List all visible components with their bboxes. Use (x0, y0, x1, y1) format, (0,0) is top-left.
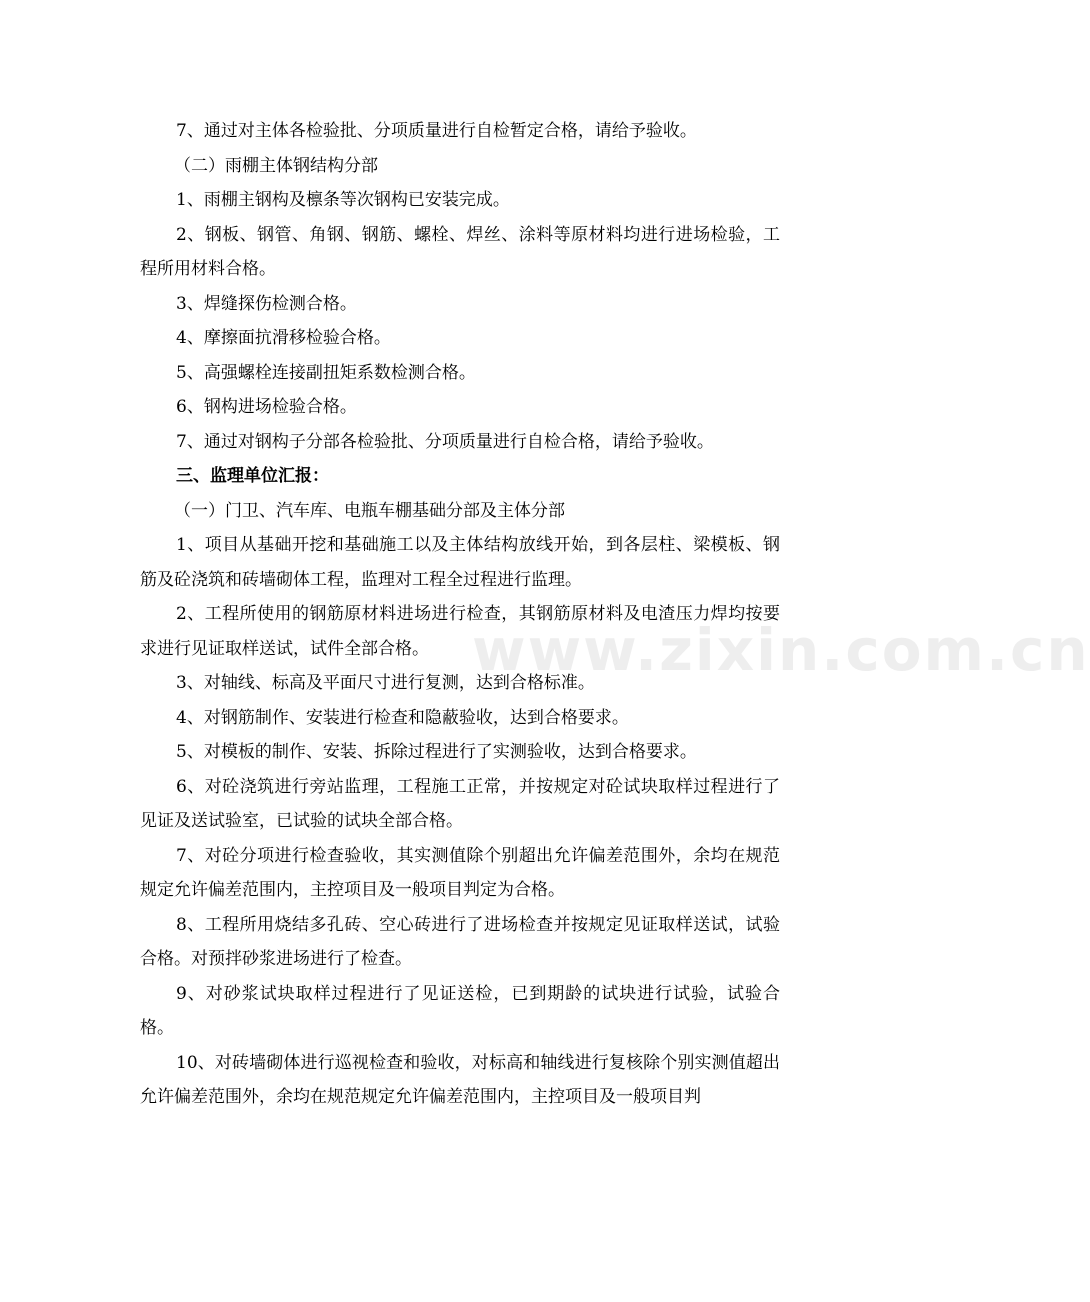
paragraph-13: 2、工程所使用的钢筋原材料进场进行检查，其钢筋原材料及电渣压力焊均按要求进行见证取样送试，试件全部合格。 (140, 604, 780, 659)
paragraph-20: 9、对砂浆试块取样过程进行了见证送检，已到期龄的试块进行试验，试验合格。 (140, 983, 780, 1038)
paragraph-21: 10、对砖墙砌体进行巡视检查和验收，对标高和轴线进行复核除个别实测值超出允许偏差范围外，余均在规范规定允许偏差范围内，主控项目及一般项目判 (140, 1052, 780, 1107)
watermark: www.zixin.com.cn (472, 616, 1090, 684)
paragraph-19: 8、工程所用烧结多孔砖、空心砖进行了进场检查并按规定见证取样送试，试验合格。对预拌砂浆进场进行了检查。 (140, 914, 780, 969)
paragraph-8: 6、钢构进场检验合格。 (176, 397, 357, 417)
paragraph-1: 7、通过对主体各检验批、分项质量进行自检暂定合格，请给予验收。 (176, 121, 697, 141)
paragraph-16: 5、对模板的制作、安装、拆除过程进行了实测验收，达到合格要求。 (176, 742, 697, 762)
paragraph-6: 4、摩擦面抗滑移检验合格。 (176, 328, 391, 348)
section-subheading-gatehouse: （一）门卫、汽车库、电瓶车棚基础分部及主体分部 (174, 500, 565, 521)
paragraph-17: 6、对砼浇筑进行旁站监理，工程施工正常，并按规定对砼试块取样过程进行了见证及送试验室，已试验的试块全部合格。 (140, 776, 780, 831)
paragraph-7: 5、高强螺栓连接副扭矩系数检测合格。 (176, 362, 476, 383)
paragraph-14: 3、对轴线、标高及平面尺寸进行复测，达到合格标准。 (176, 673, 595, 693)
paragraph-12: 1、项目从基础开挖和基础施工以及主体结构放线开始，到各层柱、梁模板、钢筋及砼浇筑和砖墙砌体工程，监理对工程全过程进行监理。 (140, 535, 780, 590)
paragraph-3: 1、雨棚主钢构及檩条等次钢构已安装完成。 (176, 190, 510, 210)
paragraph-18: 7、对砼分项进行检查验收，其实测值除个别超出允许偏差范围外，余均在规范规定允许偏差范围内，主控项目及一般项目判定为合格。 (140, 845, 780, 900)
document-body (140, 114, 780, 1115)
paragraph-4: 2、钢板、钢管、角钢、钢筋、螺栓、焊丝、涂料等原材料均进行进场检验，工程所用材料合格。 (140, 224, 780, 279)
paragraph-15: 4、对钢筋制作、安装进行检查和隐蔽验收，达到合格要求。 (176, 707, 629, 728)
paragraph-9: 7、通过对钢构子分部各检验批、分项质量进行自检合格，请给予验收。 (176, 431, 714, 452)
section-heading-supervision: 三、监理单位汇报： (176, 466, 329, 486)
section-subheading-steel: （二）雨棚主体钢结构分部 (174, 155, 378, 176)
paragraph-5: 3、焊缝探伤检测合格。 (176, 293, 357, 314)
